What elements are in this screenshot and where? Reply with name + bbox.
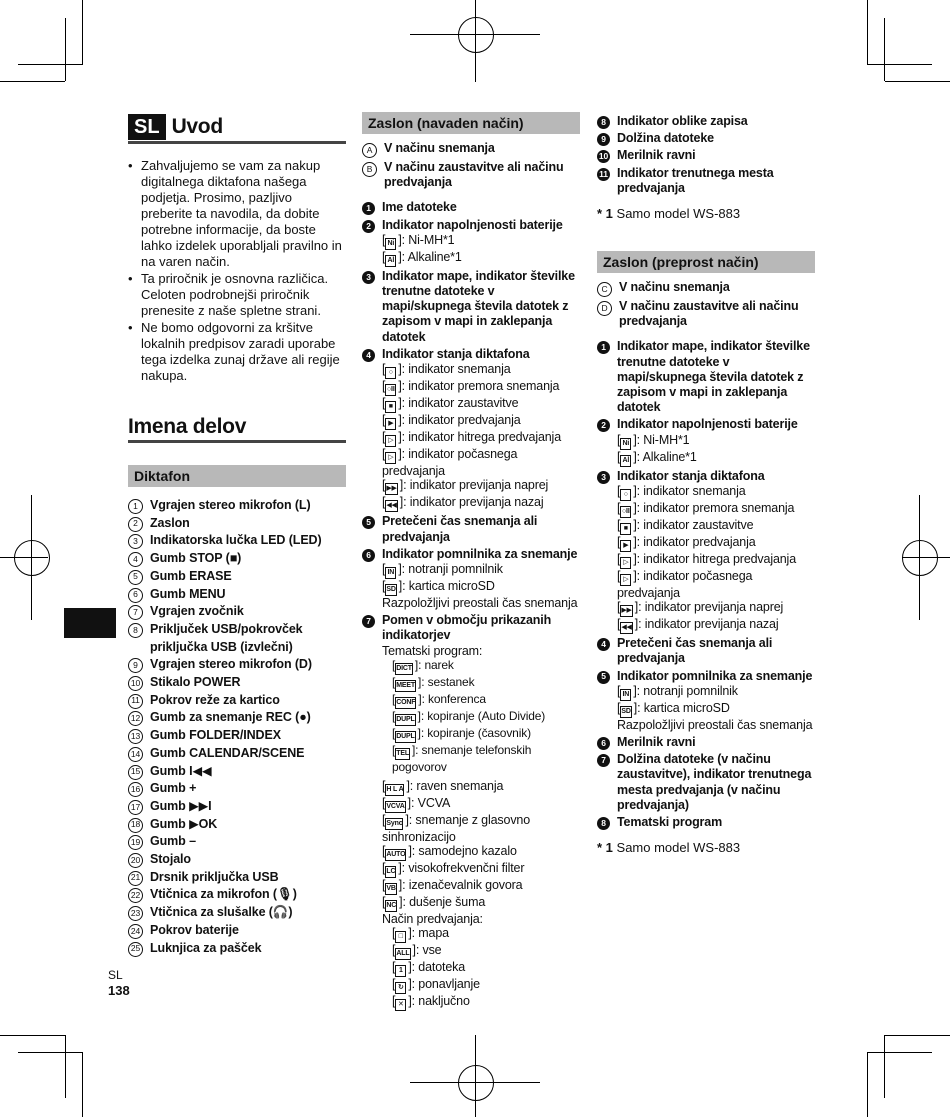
part-number: 22 [128,888,143,903]
parts-subtitle: Diktafon [128,465,346,487]
part-label: Vgrajen stereo mikrofon (L) [150,498,311,512]
part-number: 15 [128,765,143,780]
part-item [128,816,346,834]
part-label: Vgrajen stereo mikrofon (D) [150,657,312,672]
part-label: Stojalo [150,852,191,867]
crop-mark [0,1035,65,1036]
part-number: 11 [128,694,143,709]
microsd-icon: SD [385,584,396,596]
crop-mark [884,1035,885,1098]
display-item: 5 Pretečeni čas snemanja ali predvajanja [362,514,580,544]
part-label: Gumb MENU [150,586,226,601]
crop-mark [867,0,868,65]
stop-icon: ■ [620,523,631,535]
item-sub: Način predvajanja: [382,911,483,926]
column-normal-display [362,112,580,1013]
item-text: Indikator pomnilnika za snemanje [382,546,578,561]
registration-line [410,34,540,35]
item-text: Pomen v območju prikazanih indikatorjev [382,613,552,643]
part-number: 8 [128,623,143,638]
dupl-timer-icon: DUPL [395,731,415,743]
display-item: 4 Pretečeni čas snemanja ali predvajanja [597,636,815,666]
telephone-rec-icon: TEL [395,748,410,760]
language-tab-marker [64,608,116,638]
display-item: 5 Indikator pomnilnika za snemanje [ IN ]: notranji pomnilnik [SD ]: kartica microSD Razpoložljivi preostali čas snemanja [597,669,815,733]
part-number: 19 [128,835,143,850]
part-item [128,886,346,904]
microsd-icon: SD [620,706,631,718]
part-label: Gumb ▶OK [150,816,218,831]
column-intro-parts [128,112,346,957]
display-item: 8 Indikator oblike zapisa [597,114,815,129]
mode-item [362,160,580,190]
forward-icon: ▶▶ [385,483,397,495]
crop-mark [65,18,66,81]
record-status-icon: ○ [385,367,396,379]
sync-icon: Sync [385,818,403,830]
footnote: * 1 Samo model WS-883 [597,206,741,222]
crop-mark [82,0,83,65]
item-text: Indikator oblike zapisa [617,114,748,128]
part-item [128,515,346,533]
mode-text: V načinu snemanja [384,141,495,155]
item-sub: : Alkaline*1 [401,249,462,264]
crop-mark [885,1035,950,1036]
crop-mark [18,64,83,65]
part-item [128,922,346,940]
part-item [128,621,346,656]
part-label: Gumb I◀◀ [150,763,212,778]
battery-nimh-icon: Ni [620,438,631,450]
item-text: Dolžina datoteke [617,131,714,146]
item-sub: Tematski program: [382,643,483,658]
display-item: 9 Dolžina datoteke [597,131,815,146]
part-number: 2 [128,517,143,532]
part-item [128,869,346,887]
part-item [128,656,346,674]
part-label: Zaslon [150,515,190,530]
crop-mark [867,64,932,65]
display-item: 8 Tematski program [597,815,815,830]
part-item [128,904,346,922]
part-item [128,497,346,515]
internal-memory-icon: IN [385,567,396,579]
display-item: 7 Pomen v območju prikazanih indikatorjev Tematski program: [DICT ]: narek [MEET ]: sestanek [CONF ]: konferenca [DUPL ]: kopiranje (Auto Divide) [DUPL ]: kopiranje (časovnik) [TEL ]: snemanje telefonskih pogovorov [H L A ]: raven snemanja [VCVA ]: VCVA [Sync ]: snemanje z glasovno sinhronizacijo [AUTO ]: samodejno kazalo [LC ]: visokofrekvenčni filter [VB ]: izenačevalnik govora [NC ]: dušenje šuma Način predvajanja: [ □ ]: mapa [ALL ]: vse [ 1 ]: datoteka [ ↻ ]: ponavljanje [ ✕ ]: naključno [362,613,580,1010]
crop-mark [18,1052,83,1053]
part-item [128,940,346,958]
part-number: 7 [128,605,143,620]
display-item: 7 Dolžina datoteke (v načinu zaustavitve), indikator trenutnega mesta predvajanja (v načinu predvajanja) [597,752,815,813]
part-number: 3 [128,534,143,549]
language-badge: SL [128,114,166,140]
part-number: 1 [128,499,143,514]
display-item: 6 Merilnik ravni [597,735,815,750]
display-item: 3 Indikator mape, indikator številke trenutne datoteke v mapi/skupnega števila datotek z zapisom v mapi in zaklepanja datotek [362,269,580,345]
forward-icon: ▶▶ [620,605,632,617]
part-number: 24 [128,924,143,939]
page-footer [108,967,130,999]
item-text: Ime datoteke [382,200,457,215]
registration-mark [458,1065,494,1101]
part-item [128,798,346,816]
part-number: 12 [128,711,143,726]
part-label: Indikatorska lučka LED (LED) [150,533,322,548]
part-label: Vtičnica za slušalke (🎧) [150,905,293,920]
part-label: Pokrov reže za kartico [150,692,280,707]
simple-display-title: Zaslon (preprost način) [597,251,815,273]
part-label: Pokrov baterije [150,922,239,937]
registration-line [31,495,32,620]
part-number: 9 [128,658,143,673]
parts-list [128,497,346,957]
registration-mark [14,540,50,576]
item-text: Indikator mape, indikator številke trenutne datoteke v mapi/skupnega števila datotek z zapisom v mapi in zaklepanja datotek [382,268,575,344]
part-item [128,568,346,586]
display-item: 6 Indikator pomnilnika za snemanje [ IN ]: notranji pomnilnik [SD ]: kartica microSD Razpoložljivi preostali čas snemanja [362,547,580,611]
part-number: 16 [128,782,143,797]
part-item [128,709,346,727]
crop-mark [65,1035,66,1098]
part-item [128,586,346,604]
mode-label: A [362,143,377,158]
part-label: Gumb za snemanje REC (●) [150,710,311,725]
item-text: Indikator stanja diktafona [382,346,530,361]
dictation-icon: DICT [395,663,413,675]
registration-line [0,557,48,558]
mode-text: V načinu zaustavitve ali načinu predvajanja [384,160,564,190]
display-item: 2 Indikator napolnjenosti baterije [ Ni ]: Ni-MH*1 [ Al ]: Alkaline*1 [597,417,815,466]
simple-items [597,339,815,830]
normal-items [362,200,580,1010]
battery-alkaline-icon: Al [620,455,631,467]
part-number: 23 [128,906,143,921]
crop-mark [82,1052,83,1117]
normal-display-title: Zaslon (navaden način) [362,112,580,134]
play-icon: ▶ [620,540,631,552]
normal-modes [362,141,580,190]
battery-alkaline-icon: Al [385,255,396,267]
part-item [128,780,346,798]
conference-icon: CONF [395,697,416,709]
mode-label: B [362,162,377,177]
crop-mark [884,18,885,81]
intro-title: Uvod [171,115,223,138]
intro-bullet: • Ta priročnik je osnovna različica. Celoten podrobnejši priročnik prenesite z naše spletne strani. [128,271,346,319]
registration-line [919,495,920,620]
part-number: 18 [128,818,143,833]
part-label: Priključek USB/pokrovček priključka USB (izvlečni) [150,621,303,654]
registration-mark [458,17,494,53]
registration-line [902,557,950,558]
registration-line [410,1082,540,1083]
registration-line [475,0,476,82]
mode-item [362,141,580,158]
rec-level-icon: H L A [385,784,404,796]
registration-line [475,1035,476,1117]
rewind-icon: ◀◀ [620,622,632,634]
part-item [128,763,346,781]
record-status-icon: ○ [620,489,631,501]
repeat-icon: ↻ [395,982,406,994]
item-text: Merilnik ravni [617,148,696,163]
file-play-icon: 1 [395,965,406,977]
part-label: Gumb ERASE [150,568,232,583]
item-text: Indikator trenutnega mesta predvajanja [617,165,774,195]
intro-bullets [128,158,346,384]
display-item: 11 Indikator trenutnega mesta predvajanja [597,166,815,196]
internal-memory-icon: IN [620,689,631,701]
stop-icon: ■ [385,401,396,413]
page-number: 138 [108,983,130,998]
display-item: 4 Indikator stanja diktafona [ ○ ]: indikator snemanja [ ○II ]: indikator premora snemanja [ ■ ]: indikator zaustavitve [ ▶ ]: indikator predvajanja [ ▷ ]: indikator hitrega predvajanja [ ▷ ]: indikator počasnega predvajanja [▶▶ ]: indikator previjanja naprej [◀◀ ]: indikator previjanja nazaj [362,347,580,513]
normal-items-cont [597,114,815,196]
fast-play-icon: ▷ [620,557,631,569]
meeting-icon: MEET [395,680,416,692]
crop-mark [885,81,950,82]
record-pause-icon: ○II [620,506,631,518]
part-number: 14 [128,747,143,762]
low-cut-icon: LC [385,866,396,878]
part-item [128,603,346,621]
slow-play-icon: ▷ [620,574,631,586]
part-number: 4 [128,552,143,567]
footnote: * 1 Samo model WS-883 [597,840,741,856]
part-number: 6 [128,588,143,603]
record-pause-icon: ○II [385,384,396,396]
item-sub: : Ni-MH*1 [401,232,455,247]
battery-nimh-icon: Ni [385,238,396,250]
part-number: 25 [128,942,143,957]
part-item [128,674,346,692]
part-item [128,550,346,568]
part-number: 10 [128,676,143,691]
dupl-icon: DUPL [395,714,415,726]
crop-mark [867,1052,868,1117]
part-number: 17 [128,800,143,815]
part-item [128,727,346,745]
part-number: 5 [128,570,143,585]
vcva-icon: VCVA [385,801,405,813]
intro-bullet: • Zahvaljujemo se vam za nakup digitalnega diktafona našega podjetja. Prosimo, pazljivo preberite ta navodila, da dobite potrebne informacije, da boste lahko izdelek uporabljali pravilno in na varen način. [128,158,346,270]
auto-index-icon: AUTO [385,849,406,861]
column-simple-display [597,112,815,855]
part-label: Luknjica za pašček [150,940,262,955]
mode-item: C V načinu snemanja [597,280,815,297]
part-item [128,692,346,710]
part-label: Vtičnica za mikrofon (🎙) [150,887,297,902]
simple-modes [597,280,815,329]
part-item [128,833,346,851]
random-icon: ✕ [395,999,406,1011]
part-label: Gumb – [150,834,196,849]
part-number: 21 [128,871,143,886]
part-label: Vgrajen zvočnik [150,604,244,619]
voice-balancer-icon: VB [385,883,396,895]
part-label: Gumb FOLDER/INDEX [150,728,281,743]
part-item [128,851,346,869]
part-label: Gumb STOP (■) [150,551,242,566]
rewind-icon: ◀◀ [385,500,397,512]
part-label: Gumb + [150,781,197,796]
part-number: 13 [128,729,143,744]
item-text: Indikator napolnjenosti baterije [382,217,563,232]
display-item: 10 Merilnik ravni [598,148,696,163]
mode-item: D V načinu zaustavitve ali načinu predvajanja [597,299,815,329]
part-label: Drsnik priključka USB [150,869,279,884]
part-item [128,532,346,550]
item-sub: Razpoložljivi preostali čas snemanja [382,595,578,610]
part-item [128,745,346,763]
crop-mark [867,1052,932,1053]
fast-play-icon: ▷ [385,435,396,447]
parts-title: Imena delov [128,415,346,443]
display-item: 2 Indikator napolnjenosti baterije [ Ni ]: Ni-MH*1 [ Al ]: Alkaline*1 [362,218,580,267]
folder-play-icon: □ [395,931,406,943]
slow-play-icon: ▷ [385,452,396,464]
registration-mark [902,540,938,576]
display-item: 1 Indikator mape, indikator številke trenutne datoteke v mapi/skupnega števila datotek z zapisom v mapi in zaklepanja datotek [597,339,815,415]
footer-lang: SL [108,968,123,982]
part-label: Stikalo POWER [150,675,241,690]
display-item: 1 Ime datoteke [362,200,580,215]
crop-mark [0,81,65,82]
all-play-icon: ALL [395,948,410,960]
part-label: Gumb CALENDAR/SCENE [150,745,305,760]
item-text: Pretečeni čas snemanja ali predvajanja [382,514,538,544]
intro-bullet: • Ne bomo odgovorni za kršitve lokalnih predpisov zaradi uporabe tega izdelka zunaj države ali regije nakupa. [128,320,346,384]
play-icon: ▶ [385,418,396,430]
part-number: 20 [128,853,143,868]
intro-heading [128,114,346,144]
display-item: 3 Indikator stanja diktafona [ ○ ]: indikator snemanja [ ○II ]: indikator premora snemanja [ ■ ]: indikator zaustavitve [ ▶ ]: indikator predvajanja [ ▷ ]: indikator hitrega predvajanja [ ▷ ]: indikator počasnega predvajanja [▶▶ ]: indikator previjanja naprej [◀◀ ]: indikator previjanja nazaj [597,469,815,635]
part-label: Gumb ▶▶I [150,798,212,813]
noise-cancel-icon: NC [385,900,397,912]
